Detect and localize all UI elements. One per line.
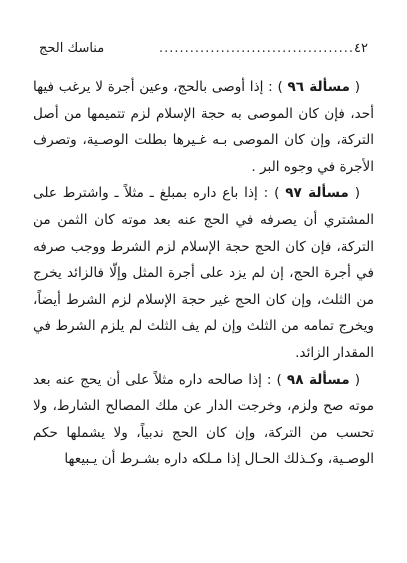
page-body: [33, 74, 374, 473]
issue-97-text: ) : إذا باع داره بمبلغ ـ مثلاً ـ واشترط على المشتري أن يصرفه في الحج عنه بعد موته كان الثمن من التركة، فإن كان الحج حجة الإسلام لزم الشرط ووجب صرفه في أجرة الحج، إن لم يزد على أجرة المثل وإلّا فالزائد يخرج من الثلث، وإن كان الحج غير حجة الإسلام لزم الشرط أيضاً، ويخرج تمامه من الثلث وإن لم يف الثلث لم يلزم الشرط في المقدار الزائد.: [33, 185, 374, 361]
issue-98-paragraph: [33, 367, 374, 473]
issue-96-text: ) : إذا أوصى بالحج، وعين أجرة لا يرغب فيها أحد، فإن كان الموصى به حجة الإسلام لزم تتميمها من أصل التركة، وإن كان الموصى بـه غـيرها بطلت الوصـية، وتصرف الأجرة في وجوه البر .: [33, 79, 374, 175]
issue-98-text: ) : إذا صالحه داره مثلاً على أن يحج عنه بعد موته صح ولزم، وخرجت الدار عن ملك المصالح الشارط، ولا تحسب من التركة، وإن كان الحج ندبياً، ولا يشملها حكم الوصـية، وكـذلك الحـال إذا مـلكه داره بشـرط أن يـبيعها: [33, 371, 374, 468]
running-title: مناسك الحج: [39, 41, 105, 56]
open-paren: (: [348, 185, 361, 202]
open-paren: (: [349, 79, 361, 95]
open-paren: (: [349, 371, 361, 388]
issue-96-label: مسألة ٩٦: [287, 79, 350, 95]
page-number: ٤٢: [354, 41, 368, 56]
page-header: [33, 38, 374, 60]
issue-97-paragraph: [33, 180, 374, 366]
header-leader-dots: ......................................: [159, 41, 355, 56]
issue-96-paragraph: [33, 74, 374, 180]
issue-97-label: مسألة ٩٧: [285, 185, 349, 202]
book-page: [33, 38, 374, 548]
issue-98-label: مسألة ٩٨: [286, 371, 350, 388]
